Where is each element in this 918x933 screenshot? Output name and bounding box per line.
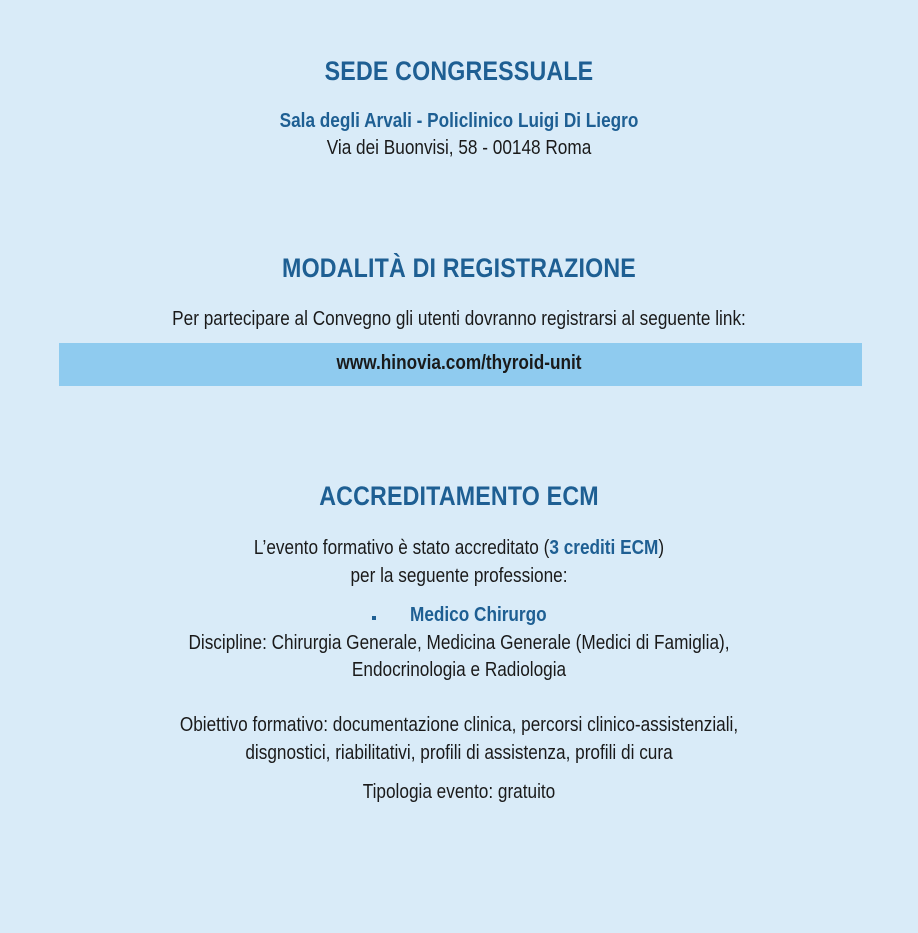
disciplines-line-1: Discipline: Chirurgia Generale, Medicina Generale (Medici di Famiglia), bbox=[188, 632, 730, 654]
ecm-accreditation-line bbox=[64, 537, 853, 560]
ecm-accreditation-pre: L’evento formativo è stato accreditato ( bbox=[253, 537, 550, 559]
venue-title: SEDE CONGRESSUALE bbox=[324, 56, 594, 86]
bullet-icon bbox=[372, 616, 376, 620]
registration-intro: Per partecipare al Convegno gli utenti dovranno registrarsi al seguente link: bbox=[172, 308, 746, 330]
ecm-title: ACCREDITAMENTO ECM bbox=[319, 481, 599, 511]
disciplines-line-2: Endocrinologia e Radiologia bbox=[351, 659, 567, 681]
event-type: Tipologia evento: gratuito bbox=[362, 781, 556, 803]
registration-link[interactable]: www.hinovia.com/thyroid-unit bbox=[336, 352, 582, 374]
objective-line-2: disgnostici, riabilitativi, profili di assistenza, profili di cura bbox=[245, 742, 673, 764]
ecm-profession-intro: per la seguente professione: bbox=[350, 565, 568, 587]
ecm-credits: 3 crediti ECM bbox=[549, 537, 659, 559]
venue-address: Via dei Buonvisi, 58 - 00148 Roma bbox=[326, 137, 592, 159]
objective-line-1: Obiettivo formativo: documentazione clinica, percorsi clinico-assistenziali, bbox=[179, 714, 739, 736]
ecm-accreditation-post: ) bbox=[658, 537, 665, 559]
profession-label: Medico Chirurgo bbox=[410, 604, 547, 626]
venue-place: Sala degli Arvali - Policlinico Luigi Di Liegro bbox=[279, 110, 639, 132]
registration-title: MODALITÀ DI REGISTRAZIONE bbox=[282, 253, 636, 283]
